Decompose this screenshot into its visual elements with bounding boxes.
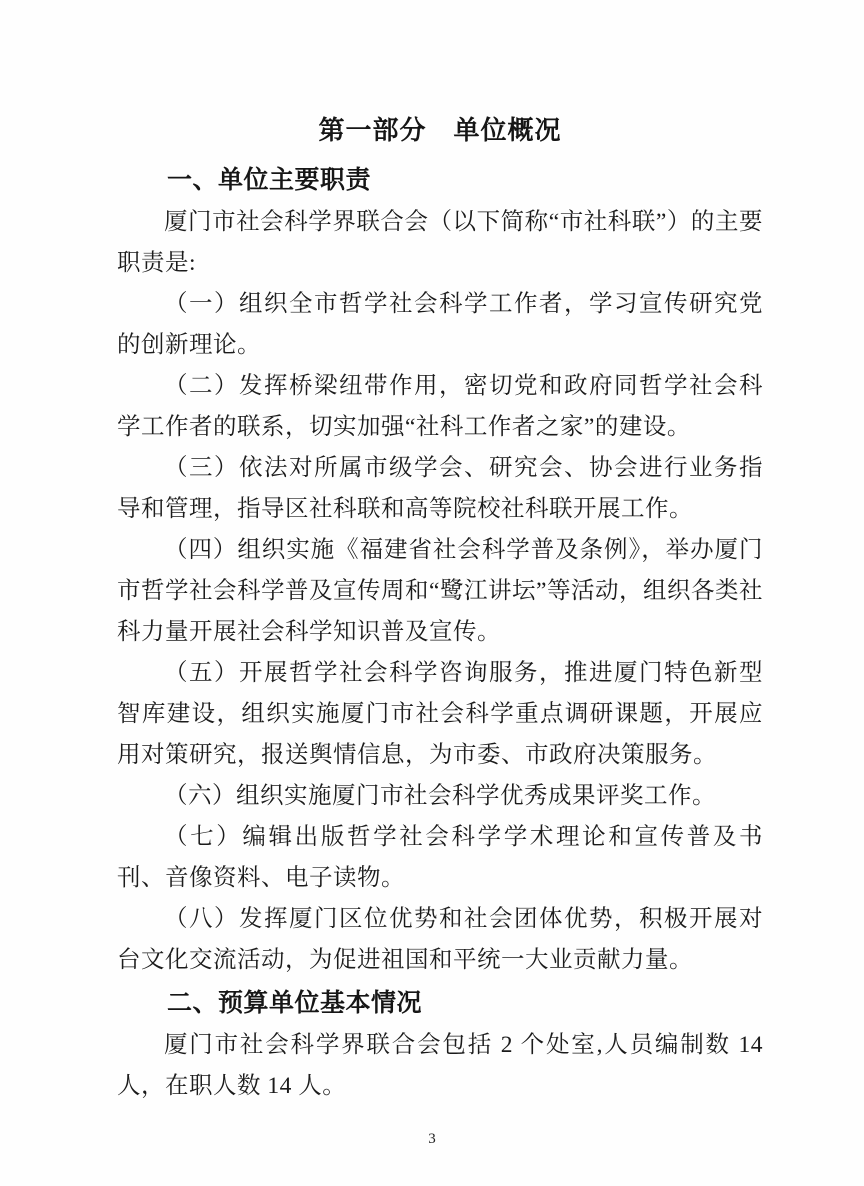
paragraph-duty-6: （六）组织实施厦门市社会科学优秀成果评奖工作。 <box>164 783 716 809</box>
paragraph-duty-2: （二）发挥桥梁纽带作用，密切党和政府同哲学社会科学工作者的联系，切实加强“社科工作者之家”的建设。 <box>117 373 763 440</box>
paragraph-duty-7: （七）编辑出版哲学社会科学学术理论和宣传普及书刊、音像资料、电子读物。 <box>117 824 763 891</box>
paragraph-duty-5: （五）开展哲学社会科学咨询服务，推进厦门特色新型智库建设，组织实施厦门市社会科学重点调研课题，开展应用对策研究，报送舆情信息，为市委、市政府决策服务。 <box>117 660 763 768</box>
paragraph-basic-info: 厦门市社会科学界联合会包括 2 个处室,人员编制数 14 人，在职人数 14 人。 <box>117 1032 763 1099</box>
section-heading-duties: 一、单位主要职责 <box>167 166 372 194</box>
paragraph-intro: 厦门市社会科学界联合会（以下简称“市社科联”）的主要职责是: <box>117 209 763 276</box>
page-title: 第一部分 单位概况 <box>318 115 562 145</box>
paragraph-duty-3: （三）依法对所属市级学会、研究会、协会进行业务指导和管理，指导区社科联和高等院校社科联开展工作。 <box>117 455 763 522</box>
paragraph-duty-8: （八）发挥厦门区位优势和社会团体优势，积极开展对台文化交流活动，为促进祖国和平统一大业贡献力量。 <box>117 906 763 973</box>
page-number: 3 <box>428 1131 436 1147</box>
paragraph-duty-1: （一）组织全市哲学社会科学工作者，学习宣传研究党的创新理论。 <box>117 291 763 358</box>
paragraph-duty-4: （四）组织实施《福建省社会科学普及条例》，举办厦门市哲学社会科学普及宣传周和“鹭江讲坛”等活动，组织各类社科力量开展社会科学知识普及宣传。 <box>117 537 763 645</box>
document-content <box>117 106 763 1107</box>
section-heading-basic-info: 二、预算单位基本情况 <box>167 989 423 1017</box>
